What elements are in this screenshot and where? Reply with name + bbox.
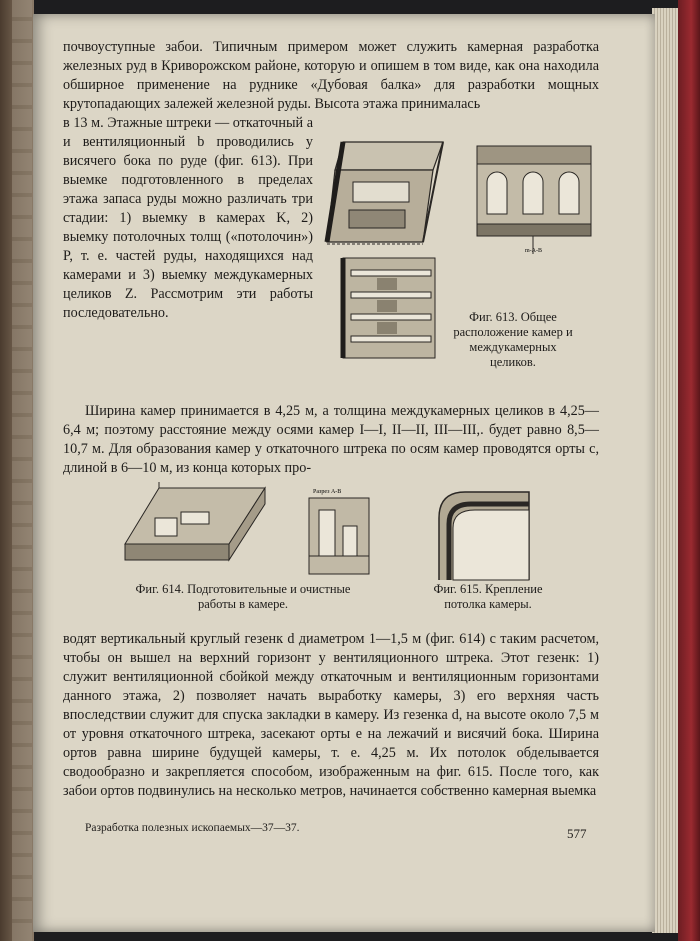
figure-614-isometric [119,482,269,578]
book-page [33,14,655,932]
figure-615-caption: Фиг. 615. Крепление потолка камеры. [433,582,543,611]
figure-614-section [303,486,373,578]
figure-614-caption: Фиг. 614. Подготовительные и очистные работы в камере. [135,582,351,611]
lower-text: водят вертикальный круглый гезенк d диаметром 1—1,5 м (фиг. 614) с таким расчетом, чтобы он вышел на верхний горизонт у вентиляционного штрека. Этот гезенк: 1) служит вентиляционной сбойкой между откаточным и вентиляционным горизонтами данного этажа, 2) позволяет начать выработку камеры, 3) его верхняя часть впоследствии служит для спуска закладки в камеру. Из гезенка d, на высоте около 7,5 м от уровня откаточного штрека, засекают орты e на лежачий и висячий бока. Ширина ортов равна ширине будущей камеры, т. е. 4,25 м. Их потолок обделывается сводообразно и закрепляется способом, изображенным на фиг. 615. После того, как забои ортов подвинулись на несколько метров, начинается собственно камерная выемка [63,631,599,799]
right-cover [678,0,700,941]
section-label-small: Разрез A-B [313,489,342,495]
intro-text: почвоуступные забои. Типичным примером может служить камерная разработка железных руд в Криворожском районе, которую и опишем в том виде, как она находила обширное применение на руднике «Дубовая балка» для разработки мощных крутопадающих залежей железной руды. Высота этажа принималась [63,39,599,112]
middle-paragraph [63,402,599,478]
right-page-stack [652,8,678,933]
wrapped-text: в 13 м. Этажные штреки — откаточный a и вентиляционный b проводились у висячего бока по руде (фиг. 613). При выемке подготовленного в пределах этажа запаса руды можно различать три стадии: 1) выемку в камерах K, 2) выемку потолочных толщ («потолочин») P, т. е. частей руды, находящихся над камерами и 3) выемку междукамерных целиков Z. Рассмотрим эти работы последовательно. [63,115,313,321]
figure-613-section [475,144,595,256]
intro-paragraph [63,38,599,114]
left-page-edge [12,0,32,941]
middle-text: Ширина камер принимается в 4,25 м, а толщина междукамерных целиков в 4,25—6,4 м; поэтому расстояние между осями камер I—I, II—II, III—III,. будет равно 8,5—10,7 м. Для образования камер у откаточного штрека по осям камер проводятся орты c, длиной в 6—10 м, из конца которых про- [63,403,599,476]
section-label-top: m-A-B [525,248,542,254]
figure-615-arch-lining [435,488,533,582]
lower-paragraph [63,630,599,801]
page-number: 577 [567,826,587,841]
wrapped-paragraph [63,114,313,323]
figure-613-caption: Фиг. 613. Общее расположение камер и междукамерных целиков. [453,310,573,369]
footer-signature: Разработка полезных ископаемых—37—37. [85,822,300,834]
figure-613-longitudinal [333,254,437,362]
figure-613-plan [323,134,451,252]
